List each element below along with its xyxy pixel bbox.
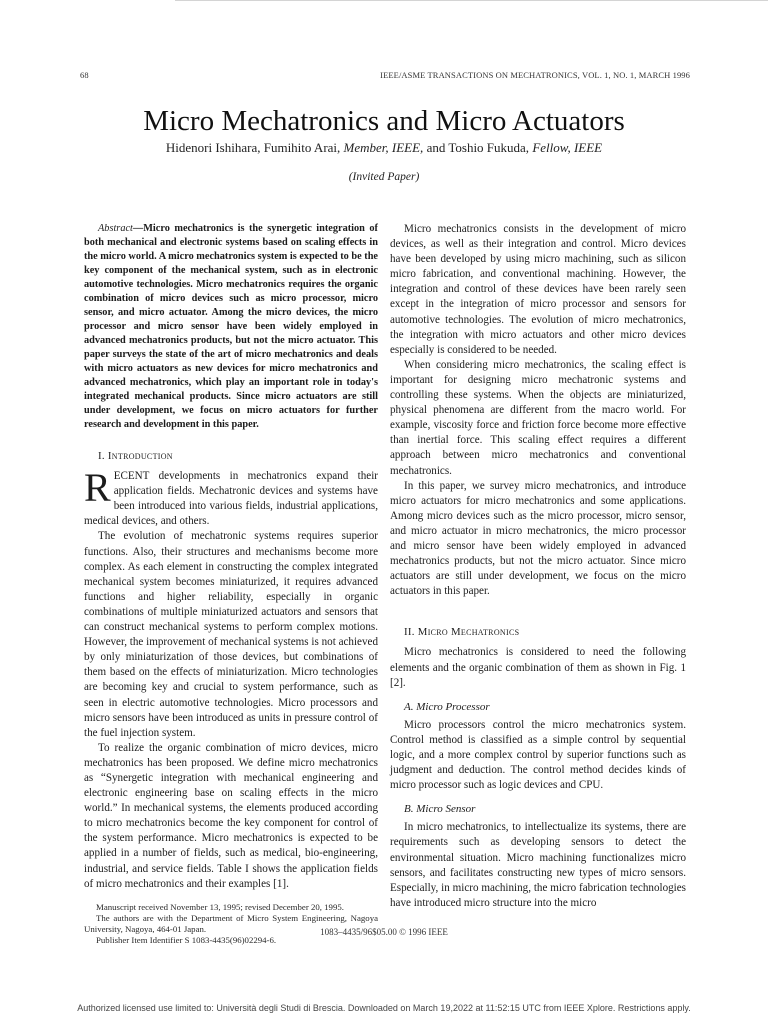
footnote xyxy=(84,902,378,947)
section-title: Micro Mechatronics xyxy=(417,626,520,639)
page-number: 68 xyxy=(80,70,89,80)
right-column xyxy=(390,222,686,911)
intro-paragraph-1 xyxy=(84,465,378,529)
abstract-text: —Micro mechatronics is the synergetic integration of both mechanical and electronic systems based on scaling effects in the micro world. A micro mechatronics system is expected to be the key component of the mechanical system, such as in electronic automotive technologies. Micro mechatronics requires the organic combination of micro devices such as micro processor, micro sensor, and micro actuator. Among the micro devices, the micro processor and micro sensor have been widely employed in advanced mechatronics products, but not the micro actuator. This paper surveys the state of the art of micro mechatronics and deals with micro actuators as new devices for micro mechatronics and advanced mechatronics, which play an important role in today's integrated mechanical products. Since micro actuators are still under development, we focus on micro actuators for further research and development in this paper. xyxy=(84,223,378,430)
body-paragraph-6: In micro mechatronics, to intellectualize its systems, there are requirements such as developing sensors to detect the environmental situation. Micro machining functionalizes micro sensors, and facilitates constructing new types of micro sensors. Especially, in micro machining, the micro fabrication technologies have introduced micro structure into the micro xyxy=(390,821,686,909)
license-notice: Authorized licensed use limited to: Università degli Studi di Brescia. Downloaded on March 19,2022 at 11:52:15 UTC from IEEE Xplore. Restrictions apply. xyxy=(77,1003,691,1013)
abstract-lead: Abstract xyxy=(98,223,133,234)
left-column xyxy=(84,222,378,947)
intro-paragraph-3: To realize the organic combination of micro devices, micro mechatronics has been proposed. We define micro mechatronics as “Synergetic integration with mechanical engineering and electronic engineering base on scaling effects in the micro world.” In mechanical systems, the elements produced according to micro mechatronics become the key component for control of the system performance. Micro mechatronics is expected to be applied in a number of fields, such as medical, bio-engineering, industrial, and service fields. Table I shows the application fields of micro mechatronics and their examples [1]. xyxy=(84,741,378,890)
footnote-line-3: Publisher Item Identifier S 1083-4435(96)02294-6. xyxy=(96,935,277,946)
body-paragraph-3: In this paper, we survey micro mechatronics, and introduce micro actuators for micro mechatronics and some applications. Among micro devices such as the micro processor, micro sensor, and micro actuator in micro mechatronics, the micro processor and micro sensor have been widely employed in advanced mechatronics products, but not the micro actuator. Since micro actuators are still under development, we focus on the micro actuators in this paper. xyxy=(390,479,686,598)
copyright-line: 1083–4435/96$05.00 © 1996 IEEE xyxy=(320,927,448,937)
drop-cap: R xyxy=(84,465,111,511)
body-paragraph-1: Micro mechatronics consists in the development of micro devices, as well as their integration and control. Micro devices have been developed by using micro machining, such as silicon micro fabrication, and conventional machining. However, the integration and control of these devices have been rarely seen except in the integration of micro processor and sensors for automotive technologies. The evolution of micro mechatronics, the integration with micro actuators and other micro devices especially is considered to be needed. xyxy=(390,223,686,356)
subsection-heading-micro-processor: A. Micro Processor xyxy=(404,700,490,713)
author-membership-fellow: Fellow, IEEE xyxy=(532,140,603,155)
top-rule xyxy=(175,0,768,1)
journal-header: IEEE/ASME TRANSACTIONS ON MECHATRONICS, VOL. 1, NO. 1, MARCH 1996 xyxy=(380,70,690,80)
abstract xyxy=(84,222,378,432)
author-membership-member: Member, IEEE, xyxy=(343,140,424,155)
author-names-1: Hidenori Ishihara, Fumihito Arai, xyxy=(165,140,344,155)
body-paragraph-2: When considering micro mechatronics, the scaling effect is important for designing micro mechatronic systems and controlling these systems. When the objects are miniaturized, physical phenomena are different from the macro world. For example, viscosity force and friction force become more effective than inertial force. This scaling effect requires a different approach between micro mechatronics and conventional mechatronics. xyxy=(390,358,686,477)
author-line xyxy=(0,140,768,156)
section-number: I. xyxy=(98,450,108,462)
footnote-line-2: The authors are with the Department of Micro System Engineering, Nagoya University, Nagoya, 464-01 Japan. xyxy=(84,912,378,935)
paper-title: Micro Mechatronics and Micro Actuators xyxy=(143,105,625,137)
author-names-2: and Toshio Fukuda, xyxy=(423,140,533,155)
section-heading-introduction xyxy=(84,449,378,464)
section-heading-micro-mechatronics xyxy=(390,625,686,640)
footnote-line-1: Manuscript received November 13, 1995; revised December 20, 1995. xyxy=(96,901,344,912)
intro-paragraph-2: The evolution of mechatronic systems requires superior functions. Also, their structures and mechanisms become more complex. As each element in constructing the complex integrated mechanical system becomes miniaturized, it requires advanced functions and higher reliability, especially in organic combinations of multiple miniaturized actuators and sensors that can construct mechanical systems to perform complex motions. However, the improvement of mechanical systems is not achieved by only miniaturization of those devices, but combinations of them based on the effects of miniaturization. Micro technologies are becoming key and crucial to system performance, such as seen in electric automotive technologies. Micro processors and micro sensors have been introduced as units in pressure control of the fuel injection system. xyxy=(84,530,378,739)
section-number: II. xyxy=(404,626,418,639)
intro-paragraph-1-text: ECENT developments in mechatronics expand their application fields. Mechatronic devices and systems have been introduced into various fields, industrial applications, medical devices, and others. xyxy=(84,470,378,528)
body-paragraph-4: Micro mechatronics is considered to need the following elements and the organic combination of them as shown in Fig. 1 [2]. xyxy=(390,646,686,689)
body-paragraph-5: Micro processors control the micro mechatronics system. Control method is classified as a simple control by sequential logic, and a more complex control by superior functions such as judgment and deduction. The control method decides kinds of micro processor such as logic devices and CPU. xyxy=(390,718,686,792)
section-title: Introduction xyxy=(107,450,173,462)
invited-paper-label: (Invited Paper) xyxy=(348,171,420,183)
subsection-heading-micro-sensor: B. Micro Sensor xyxy=(404,803,476,816)
